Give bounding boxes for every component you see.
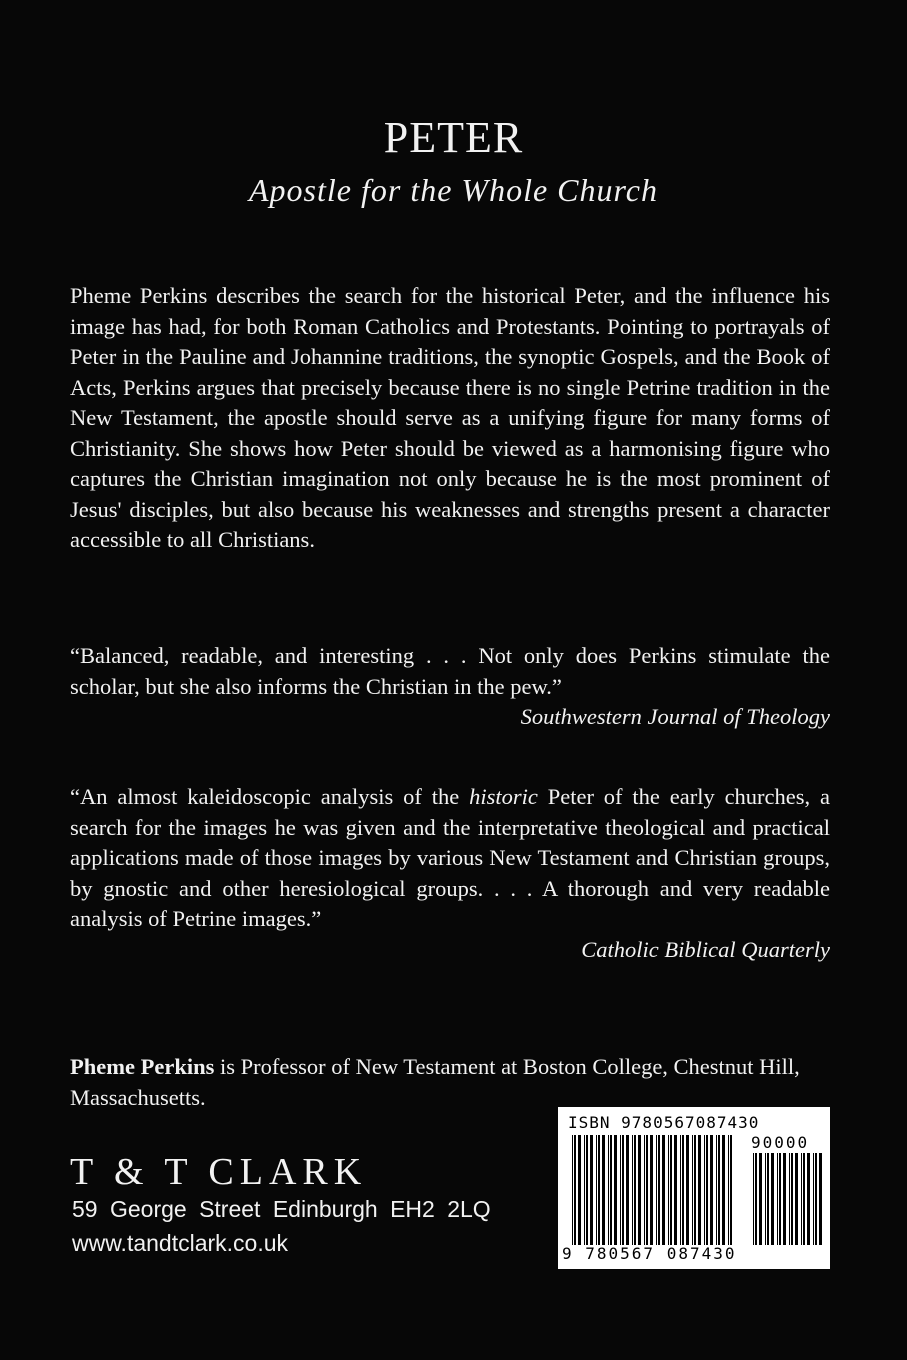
publisher-website: www.tandtclark.co.uk (72, 1230, 289, 1256)
barcode-bar (670, 1135, 672, 1245)
book-description: Pheme Perkins describes the search for the historical Peter, and the influence his image has had, for both Roman Catholics and Protestants. Pointing to portrayals of Peter in the Pauline and Johannine traditions, the synoptic Gospels, and the Book of Acts, Perkins argues that precisely because there is no single Petrine tradition in the New Testament, the apostle should serve as a unifying figure for many forms of Christianity. She shows how Peter should be viewed as a harmonising figure who captures the Christian imagination not only because he is the most prominent of Jesus' disciples, but also because his weaknesses and strengths present a character accessible to all Christians. (70, 283, 830, 552)
barcode-bar (662, 1135, 665, 1245)
barcode-bar (578, 1135, 581, 1245)
barcode-bar (644, 1135, 645, 1245)
barcode-bar (574, 1135, 576, 1245)
barcode-bar (698, 1135, 701, 1245)
review-quote-1 (70, 641, 830, 733)
barcode-bar (728, 1135, 729, 1245)
barcode-bar (789, 1153, 790, 1245)
barcode-bar (614, 1135, 617, 1245)
barcode-bar (682, 1135, 684, 1245)
barcode-bar (572, 1135, 573, 1245)
barcode-bar (602, 1135, 605, 1245)
barcode-bar (791, 1153, 793, 1245)
barcode-bar (803, 1153, 805, 1245)
barcode-bar (632, 1135, 633, 1245)
barcode-bar (586, 1135, 588, 1245)
barcode-bar (622, 1135, 624, 1245)
barcode-bar (626, 1135, 629, 1245)
barcode-bar (815, 1153, 817, 1245)
author-name: Pheme Perkins (70, 1054, 215, 1079)
barcode-bar (608, 1135, 609, 1245)
barcode-bar (730, 1135, 732, 1245)
barcode-bar (807, 1153, 810, 1245)
barcode-bar (765, 1153, 766, 1245)
review-quote-2 (70, 782, 830, 965)
review-source-1: Southwestern Journal of Theology (520, 704, 830, 729)
barcode-bar (795, 1153, 798, 1245)
publisher-address: 59 George Street Edinburgh EH2 2LQ (72, 1196, 491, 1222)
isbn-label: ISBN 9780567087430 (568, 1113, 760, 1132)
barcode-bar (620, 1135, 621, 1245)
price-code: 90000 (751, 1133, 810, 1152)
barcode-bar (638, 1135, 641, 1245)
review-source-2: Catholic Biblical Quarterly (581, 936, 830, 962)
barcode-bar (767, 1153, 769, 1245)
barcode-bar (716, 1135, 717, 1245)
barcode-bar (771, 1153, 774, 1245)
barcode-bar (598, 1135, 600, 1245)
ean-digits: 9 780567 087430 (562, 1244, 737, 1263)
barcode-bar (596, 1135, 597, 1245)
barcode-bar (704, 1135, 705, 1245)
barcode-bar (584, 1135, 585, 1245)
barcode-bar (634, 1135, 636, 1245)
barcode-bar (668, 1135, 669, 1245)
review-quote-2-emphasis: historic (469, 784, 538, 809)
barcode-bar (755, 1153, 757, 1245)
barcode-bar (658, 1135, 660, 1245)
author-bio (70, 1052, 835, 1113)
author-bio-text: is Professor of New Testament at Boston College, Chestnut Hill, Massachusetts. (70, 1054, 800, 1110)
barcode-bar (706, 1135, 708, 1245)
barcode-bar (722, 1135, 725, 1245)
barcode-bar (656, 1135, 657, 1245)
barcode-bar (650, 1135, 653, 1245)
barcode-bar (753, 1153, 754, 1245)
review-quote-1-text: “Balanced, readable, and interesting . . . Not only does Perkins stimulate the scholar, but she also informs the Christian in the pew.” (70, 643, 830, 699)
barcode-bar (692, 1135, 693, 1245)
barcode-bar (759, 1153, 762, 1245)
barcode-bar (646, 1135, 648, 1245)
review-quote-2-text-end: Peter of the early churches, a search for the images he was given and the interpretative theological and practical applications made of those images by various New Testament and Christian groups, by gnostic and other heresiological groups. . . . A thorough and very readable analysis of Petrine images.” (70, 784, 831, 931)
barcode-bar (813, 1153, 814, 1245)
barcode-bar (718, 1135, 720, 1245)
book-title: PETER (383, 113, 524, 162)
barcode-bar (801, 1153, 802, 1245)
barcode-bar (610, 1135, 612, 1245)
barcode-bar (783, 1153, 786, 1245)
barcode-bar (680, 1135, 681, 1245)
barcode-bar (674, 1135, 677, 1245)
book-subtitle: Apostle for the Whole Church (249, 172, 658, 208)
publisher-name: T & T CLARK (70, 1151, 368, 1193)
barcode-bar (779, 1153, 781, 1245)
barcode-bar (819, 1153, 822, 1245)
barcode-bar (694, 1135, 696, 1245)
barcode-bar (686, 1135, 689, 1245)
isbn-barcode (558, 1107, 830, 1269)
barcode-bar (590, 1135, 593, 1245)
review-quote-2-text-start: “An almost kaleidoscopic analysis of the (70, 784, 470, 809)
barcode-bar (710, 1135, 713, 1245)
barcode-bar (777, 1153, 778, 1245)
